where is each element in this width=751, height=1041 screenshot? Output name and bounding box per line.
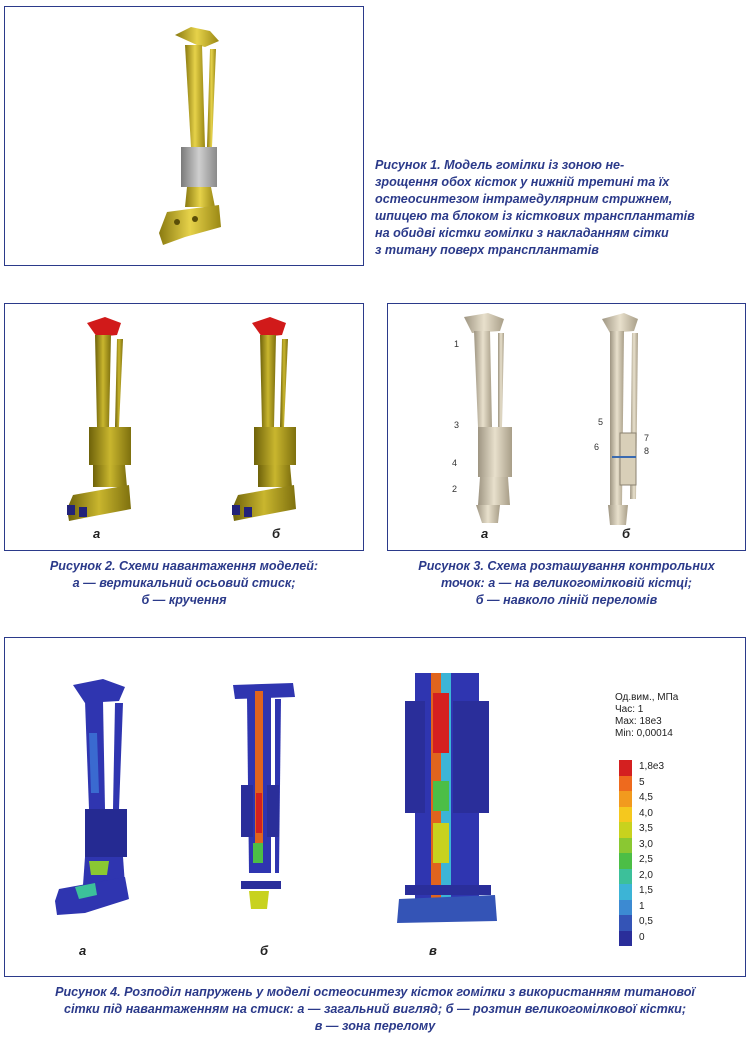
figure1-number: Рисунок 1. xyxy=(375,158,441,172)
figure3-point-3: 3 xyxy=(454,420,460,430)
figure2-model-b xyxy=(210,309,370,539)
scale-label: 4,0 xyxy=(639,807,653,819)
scale-label: 4,5 xyxy=(639,792,653,803)
figure1-caption-line-1: зрощення обох кісток у нижній третині та їх xyxy=(375,175,670,189)
figure4-color-scale xyxy=(619,760,699,946)
figure4-legend-time: Час: 1 xyxy=(615,704,644,715)
figure2-caption-line-0: Рисунок 2. Схеми навантаження моделей: xyxy=(49,559,319,573)
figure4-caption xyxy=(4,984,746,1035)
figure1-caption-line-0: Модель гомілки із зоною не- xyxy=(444,158,625,172)
figure4-caption-line-2: в — зона перелому xyxy=(314,1019,436,1033)
figure4-stress-model-b xyxy=(223,673,323,943)
scale-label: 1,5 xyxy=(639,885,653,896)
figure1-caption xyxy=(375,157,745,259)
figure3-point-4: 4 xyxy=(452,458,458,468)
figure4-legend-max: Max: 18e3 xyxy=(615,716,662,727)
scale-swatch xyxy=(619,791,632,807)
scale-swatch xyxy=(619,760,632,776)
figure1-caption-line-2: остеосинтезом інтрамедулярним стрижнем, xyxy=(375,192,673,206)
scale-swatch xyxy=(619,822,632,838)
figure3-label-a: а xyxy=(481,526,489,541)
figure1-caption-line-3: шпицею та блоком із кісткових трансплантатів xyxy=(375,209,695,223)
scale-label: 3,0 xyxy=(639,838,653,850)
figure2-frame xyxy=(4,303,364,551)
figure3-point-1: 1 xyxy=(454,339,460,349)
scale-label: 2,0 xyxy=(639,869,653,881)
figure2-caption-line-2: б — кручення xyxy=(141,593,227,607)
figure1-leg-model xyxy=(5,7,365,267)
figure4-frame xyxy=(4,637,746,977)
figure3-frame xyxy=(387,303,746,551)
figure4-legend-units: Од.вим., МПа xyxy=(615,692,679,703)
scale-swatch xyxy=(619,884,632,900)
figure1-frame xyxy=(4,6,364,266)
figure3-point-5: 5 xyxy=(598,417,604,427)
figure3-point-6: 6 xyxy=(594,442,600,452)
figure3-point-8: 8 xyxy=(644,446,650,456)
figure4-label-a: а xyxy=(79,943,87,958)
figure3-caption-line-0: Рисунок 3. Схема розташування контрольних xyxy=(418,559,715,573)
figure3-model-a xyxy=(448,309,568,539)
scale-swatch xyxy=(619,900,632,916)
figure2-model-a xyxy=(45,309,205,539)
scale-label: 5 xyxy=(639,776,645,788)
figure1-caption-line-5: з титану поверх трансплантатів xyxy=(375,243,599,257)
figure4-stress-model-c xyxy=(393,673,523,943)
figure4-caption-line-1: сітки під навантаженням на стиск: а — загальний вигляд; б — розтин великогомілкової кістки; xyxy=(63,1002,687,1016)
figure4-stress-model-a xyxy=(45,673,165,943)
figure4-legend-info xyxy=(615,692,678,740)
figure4-caption-line-0: Рисунок 4. Розподіл напружень у моделі остеосинтезу кісток гомілки з використанням титанової xyxy=(55,985,695,999)
scale-swatch xyxy=(619,807,632,823)
figure4-legend-min: Min: 0,00014 xyxy=(615,728,673,739)
scale-swatch xyxy=(619,853,632,869)
figure4-label-b: б xyxy=(260,943,269,958)
scale-label: 1 xyxy=(639,900,645,912)
figure2-label-b: б xyxy=(272,526,281,541)
scale-label: 1,8e3 xyxy=(639,761,665,772)
figure2-caption xyxy=(4,558,364,609)
figure3-caption-line-1: точок: а — на великогомілковій кістці; xyxy=(440,576,692,590)
figure3-point-7: 7 xyxy=(644,433,650,443)
scale-swatch xyxy=(619,869,632,885)
scale-swatch xyxy=(619,838,632,854)
figure1-caption-line-4: на обидві кістки гомілки з накладанням сітки xyxy=(375,226,669,240)
scale-label: 3,5 xyxy=(639,823,653,834)
figure2-label-a: а xyxy=(93,526,101,541)
scale-swatch xyxy=(619,915,632,931)
figure3-model-b xyxy=(588,309,708,539)
figure3-caption-line-2: б — навколо ліній переломів xyxy=(475,593,658,607)
scale-label: 2,5 xyxy=(639,854,653,865)
figure2-caption-line-1: а — вертикальний осьовий стиск; xyxy=(72,576,296,590)
figure3-label-b: б xyxy=(622,526,631,541)
figure4-label-c: в xyxy=(429,943,437,958)
scale-swatch xyxy=(619,776,632,792)
figure3-point-2: 2 xyxy=(452,484,458,494)
scale-swatch xyxy=(619,931,632,947)
scale-label: 0 xyxy=(639,931,645,943)
figure3-caption xyxy=(387,558,746,609)
scale-label: 0,5 xyxy=(639,916,653,927)
